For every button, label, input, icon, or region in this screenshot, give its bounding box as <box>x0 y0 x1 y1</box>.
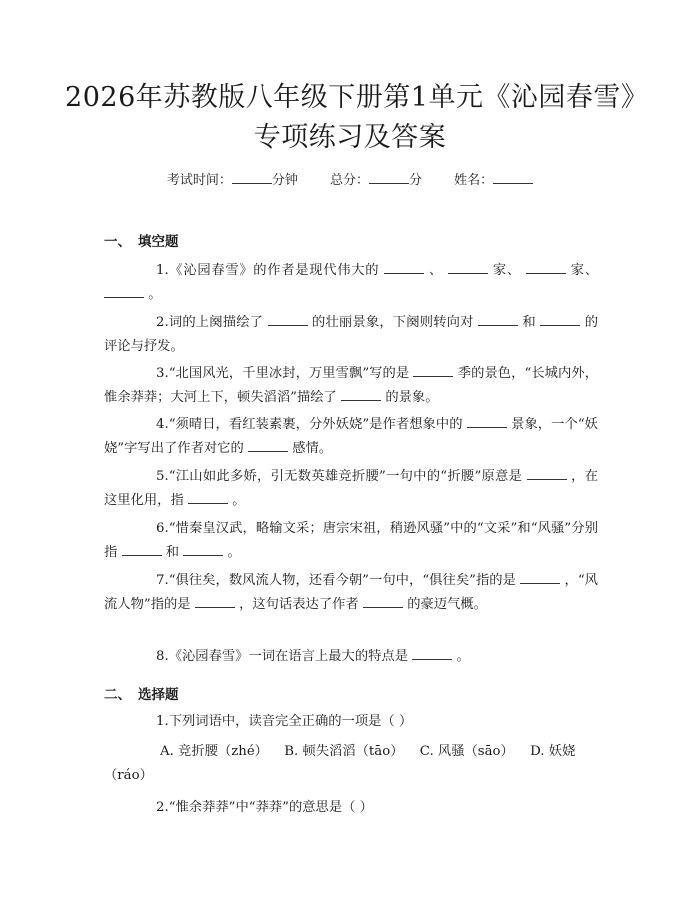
section-number: 二、 <box>104 687 131 703</box>
question-number: 1. <box>156 714 169 729</box>
question-text: 《沁园春雪》一词在语言上最大的特点是 <box>168 649 409 664</box>
answer-blank <box>520 570 560 584</box>
question-text: 和 <box>165 545 180 560</box>
answer-blank <box>341 387 381 401</box>
answer-blank <box>188 490 228 504</box>
answer-blank <box>183 542 223 556</box>
question-number: 7. <box>156 573 169 588</box>
answer-blank <box>527 466 567 480</box>
answer-blank <box>412 646 452 660</box>
question-text: 和 <box>522 315 536 330</box>
answer-blank <box>467 414 507 428</box>
question-number: 3. <box>156 366 169 381</box>
score-unit: 分 <box>409 173 423 188</box>
question-number: 2. <box>156 800 169 815</box>
question-text: 的评论与抒发。 <box>104 315 599 354</box>
question-text: ，在这里化用，指 <box>104 469 598 508</box>
fill-question-4 <box>104 413 598 461</box>
document-title: 2026年苏教版八年级下册第1单元《沁园春雪》专项练习及答案 <box>65 82 635 153</box>
answer-blank <box>122 542 162 556</box>
section-label: 选择题 <box>138 687 179 703</box>
exam-meta <box>0 169 700 188</box>
answer-blank <box>195 594 235 608</box>
section-fill-heading <box>104 230 179 250</box>
option-a: A. 竞折腰（zhé） <box>160 744 268 759</box>
question-text: 的壮丽景象，下阕则转向对 <box>311 315 474 330</box>
section-number: 一、 <box>104 234 131 250</box>
time-unit: 分钟 <box>271 173 298 188</box>
fill-question-8 <box>104 645 598 669</box>
answer-blank <box>268 312 308 326</box>
section-choice-heading <box>104 683 179 703</box>
choice-question-1-options <box>104 740 598 788</box>
answer-blank <box>363 594 403 608</box>
question-text: 景象，一个“妖娆”字写出了作者对它的 <box>104 417 598 456</box>
question-text: 感情。 <box>292 441 333 456</box>
question-text: “俱往矣，数风流人物，还看今朝”一句中，“俱往矣”指的是 <box>168 573 516 588</box>
question-text: 家、 <box>492 263 521 278</box>
answer-blank <box>248 438 288 452</box>
question-number: 1. <box>156 263 169 278</box>
name-label: 姓名： <box>454 173 494 188</box>
fill-question-2 <box>104 311 598 359</box>
exam-name <box>454 173 533 188</box>
answer-blank <box>384 260 424 274</box>
question-text: 家、 <box>570 263 599 278</box>
option-c: C. 风骚（sāo） <box>419 744 514 759</box>
question-text: 。 <box>148 287 162 302</box>
section-label: 填空题 <box>138 234 179 250</box>
question-text: “北国风光，千里冰封，万里雪飘”写的是 <box>168 366 410 381</box>
question-text: 。 <box>456 649 470 664</box>
question-text: 词的上阕描绘了 <box>168 315 264 330</box>
option-d: D. 妖娆（ráo） <box>104 744 576 783</box>
question-text: ，这句话表达了作者 <box>239 597 359 612</box>
score-blank <box>369 170 409 184</box>
name-blank <box>493 170 533 184</box>
question-text: “惜秦皇汉武，略输文采；唐宗宋祖，稍逊风骚”中的“文采”和“风骚”分别指 <box>104 521 598 560</box>
question-text: 的景象。 <box>385 390 439 405</box>
question-text: 、 <box>429 263 444 278</box>
question-number: 2. <box>156 315 169 330</box>
question-text: 《沁园春雪》的作者是现代伟大的 <box>168 263 380 278</box>
answer-blank <box>540 312 580 326</box>
answer-blank <box>104 284 144 298</box>
answer-blank <box>526 260 566 274</box>
question-text: “须晴日，看红装素裹，分外妖娆”是作者想象中的 <box>168 417 463 432</box>
choice-question-1 <box>104 710 598 734</box>
question-text: ，“风流人物”指的是 <box>104 573 598 612</box>
score-label: 总分： <box>329 173 369 188</box>
option-b: B. 顿失滔滔（tāo） <box>284 744 404 759</box>
question-number: 8. <box>156 649 169 664</box>
fill-question-7 <box>104 569 598 617</box>
fill-question-1 <box>104 259 598 307</box>
time-label: 考试时间： <box>166 173 232 188</box>
fill-question-5 <box>104 465 598 513</box>
answer-blank <box>413 363 453 377</box>
question-text: “惟余莽莽”中“莽莽”的意思是（ ） <box>168 800 373 815</box>
question-text: 下列词语中，读音完全正确的一项是（ ） <box>168 714 413 729</box>
question-text: 季的景色，“长城内外，惟余莽莽；大河上下，顿失滔滔”描绘了 <box>104 366 598 405</box>
question-text: 。 <box>232 493 246 508</box>
choice-question-2 <box>104 796 598 820</box>
answer-blank <box>478 312 518 326</box>
question-number: 6. <box>156 521 169 536</box>
question-text: 。 <box>227 545 241 560</box>
question-text: “江山如此多娇，引无数英雄竞折腰”一句中的“折腰”原意是 <box>168 469 523 484</box>
time-blank <box>232 170 272 184</box>
answer-blank <box>448 260 488 274</box>
exam-score <box>330 173 422 188</box>
question-text: 的豪迈气概。 <box>407 597 487 612</box>
fill-question-6 <box>104 517 598 565</box>
question-number: 4. <box>156 417 169 432</box>
question-number: 5. <box>156 469 169 484</box>
fill-question-3 <box>104 362 598 410</box>
exam-time <box>167 173 298 188</box>
